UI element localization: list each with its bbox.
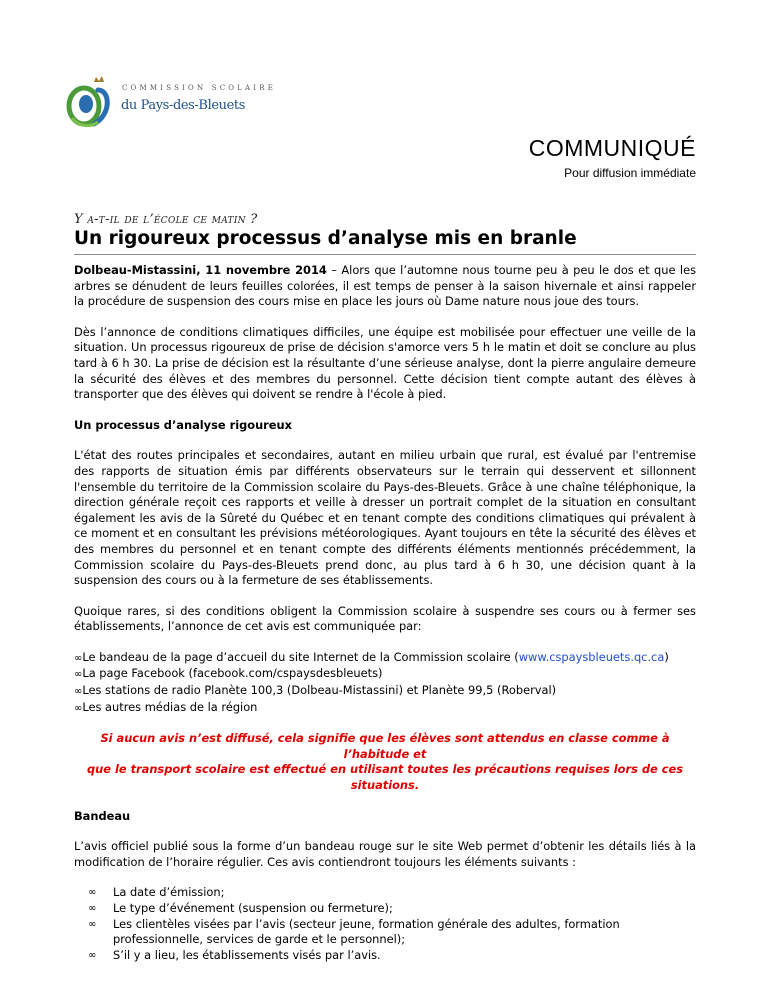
bullet-icon: ∞: [74, 669, 83, 681]
list-item: ∞Les autres médias de la région: [74, 699, 258, 714]
paragraph: L'état des routes principales et secondaires, autant en milieu urbain que rural, est évalué par l'entremise des rapports de situation émis par différents observateurs sur le terrain qui desservent et sillonnent l'ensemble du territoire de la Commission scolaire du Pays-des-Bleuets. Grâce à une chaîne téléphonique, la direction générale reçoit ces rapports et veille à dresser un portrait complet de la situation en consultant également les avis de la Sûreté du Québec et en tenant compte des conditions climatiques qui prévalent à ce moment et en consultant les prévisions météorologiques. Ayant toujours en tête la sécurité des élèves et des membres du personnel et en tenant compte des différents éléments mentionnés précédemment, la Commission scolaire du Pays-des-Bleuets prend donc, au plus tard à 6 h 30, une décision quant à la suspension des cours ou à la fermeture de ses établissements.: [74, 448, 696, 588]
article-kicker: Y a-t-il de l’école ce matin ?: [74, 212, 258, 227]
bullet-icon: ∞: [88, 903, 97, 914]
alert-notice: Si aucun avis n’est diffusé, cela signifie que les élèves sont attendus en classe comme à l’habitude et que le transport scolaire est effectué en utilisant toutes les précautions requises lors de ces situations.: [87, 731, 683, 793]
article-headline: Un rigoureux processus d’analyse mis en branle: [74, 228, 577, 249]
list-item: ∞Les stations de radio Planète 100,3 (Dolbeau-Mistassini) et Planète 99,5 (Roberval): [74, 683, 557, 698]
section-heading: Bandeau: [74, 808, 131, 823]
dateline: Dolbeau-Mistassini, 11 novembre 2014: [74, 263, 327, 277]
bullet-icon: ∞: [74, 652, 83, 664]
bullet-icon: ∞: [74, 686, 83, 698]
paragraph: L’avis officiel publié sous la forme d’un bandeau rouge sur le site Web permet d’obtenir les détails liés à la modification de l’horaire régulier. Ces avis contiendront toujours les éléments suivants :: [74, 839, 696, 869]
channel-list: [74, 650, 696, 716]
bullet-icon: ∞: [88, 887, 97, 899]
list-item: ∞ Les clientèles visées par l’avis (secteur jeune, formation générale des adultes, formation professionnelle, services de garde et le personnel);: [88, 916, 620, 947]
bullet-icon: ∞: [74, 702, 83, 714]
bullet-icon: ∞: [88, 918, 97, 930]
notice-elements-list: [74, 885, 696, 963]
intro-paragraph: [74, 263, 696, 310]
intro-text: Alors que l’automne nous tourne peu à peu le dos et que les arbres se dénudent de leurs feuilles colorées, il est temps de penser à la saison hivernale et ainsi rappeler la procédure de suspension des cours mise en place les jours où Dame nature nous joue des tours.: [74, 263, 697, 309]
dateline-dash: –: [326, 263, 342, 277]
list-item: ∞ La date d’émission;: [88, 885, 225, 900]
org-name-main: du Pays-des-Bleuets: [121, 98, 245, 113]
bullet-icon: ∞: [88, 949, 97, 961]
section-heading: Un processus d’analyse rigoureux: [74, 417, 292, 432]
list-item: ∞ Le type d’événement (suspension ou fermeture);: [88, 901, 393, 915]
website-link[interactable]: www.cspaysbleuets.qc.ca: [518, 649, 665, 664]
paragraph: Dès l’annonce de conditions climatiques difficiles, une équipe est mobilisée pour effectuer une veille de la situation. Un processus rigoureux de prise de décision s'amorce vers 5 h le matin et doit se conclure au plus tard à 6 h 30. La prise de décision est la résultante d’une sérieuse analyse, dont la pierre angulaire demeure la sécurité des élèves et des membres du personnel. Cette décision tient compte autant des élèves à transporter que des élèves qui doivent se rendre à l'école à pied.: [74, 324, 696, 402]
logo-seal-icon: [64, 74, 120, 130]
school-board-logo: [64, 70, 277, 130]
list-item: ∞Le bandeau de la page d’accueil du site Internet de la Commission scolaire (www.cspaysbleuets.qc.ca): [74, 649, 669, 664]
list-item: ∞ S’il y a lieu, les établissements visés par l’avis.: [88, 947, 381, 962]
org-name-top: COMMISSION SCOLAIRE: [122, 84, 277, 92]
paragraph: Quoique rares, si des conditions obligent la Commission scolaire à suspendre ses cours ou à fermer ses établissements, l’annonce de cet avis est communiquée par:: [74, 603, 696, 634]
list-item: ∞La page Facebook (facebook.com/cspaysdesbleuets): [74, 666, 383, 681]
article-body: [74, 263, 696, 963]
communique-title: COMMUNIQUÉ: [528, 135, 696, 161]
communique-subtitle: Pour diffusion immédiate: [564, 166, 696, 180]
headline-divider: [74, 254, 696, 255]
